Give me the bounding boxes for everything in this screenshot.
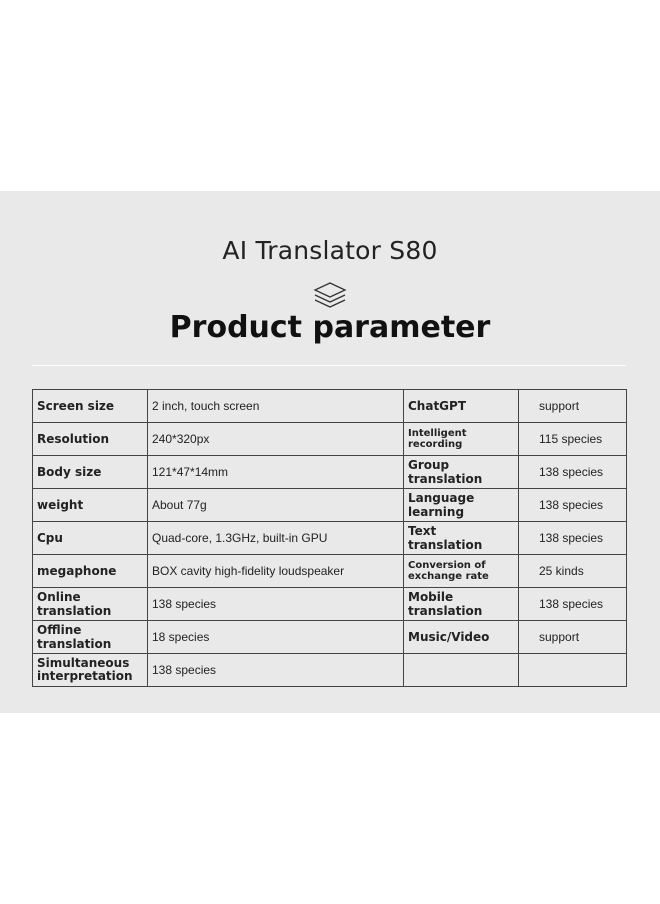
param-label: Resolution xyxy=(33,423,148,456)
param-value: 2 inch, touch screen xyxy=(148,390,404,423)
param-label: Intelligent recording xyxy=(404,423,519,456)
param-label: Screen size xyxy=(33,390,148,423)
param-label: Language learning xyxy=(404,489,519,522)
divider-line xyxy=(32,365,626,366)
param-label: Offline translation xyxy=(33,621,148,654)
param-label: megaphone xyxy=(33,555,148,588)
param-label: Conversion of exchange rate xyxy=(404,555,519,588)
param-value: 138 species xyxy=(519,456,627,489)
param-value: support xyxy=(519,621,627,654)
section-heading: Product parameter xyxy=(169,310,491,345)
table-row xyxy=(33,489,627,522)
param-label: Online translation xyxy=(33,588,148,621)
param-label: weight xyxy=(33,489,148,522)
table-row xyxy=(33,555,627,588)
param-value: support xyxy=(519,390,627,423)
param-label: Mobile translation xyxy=(404,588,519,621)
layers-icon xyxy=(313,281,347,311)
param-value: 240*320px xyxy=(148,423,404,456)
param-value xyxy=(519,654,627,687)
product-title: AI Translator S80 xyxy=(222,236,438,265)
param-value: BOX cavity high-fidelity loudspeaker xyxy=(148,555,404,588)
param-label: Cpu xyxy=(33,522,148,555)
table-row xyxy=(33,654,627,687)
table-row xyxy=(33,588,627,621)
param-value: 138 species xyxy=(519,522,627,555)
param-value: 138 species xyxy=(519,489,627,522)
param-label xyxy=(404,654,519,687)
param-label: Music/Video xyxy=(404,621,519,654)
param-value: About 77g xyxy=(148,489,404,522)
table-row xyxy=(33,522,627,555)
table-row xyxy=(33,621,627,654)
param-value: 138 species xyxy=(519,588,627,621)
param-label: Body size xyxy=(33,456,148,489)
param-label: Text translation xyxy=(404,522,519,555)
table-row xyxy=(33,423,627,456)
param-label: ChatGPT xyxy=(404,390,519,423)
param-value: 18 species xyxy=(148,621,404,654)
table-row xyxy=(33,456,627,489)
param-value: Quad-core, 1.3GHz, built-in GPU xyxy=(148,522,404,555)
param-value: 138 species xyxy=(148,588,404,621)
param-label: Simultaneous interpretation xyxy=(33,654,148,687)
param-label: Group translation xyxy=(404,456,519,489)
param-value: 115 species xyxy=(519,423,627,456)
param-value: 25 kinds xyxy=(519,555,627,588)
param-value: 138 species xyxy=(148,654,404,687)
param-value: 121*47*14mm xyxy=(148,456,404,489)
table-row xyxy=(33,390,627,423)
parameter-table xyxy=(32,389,627,687)
